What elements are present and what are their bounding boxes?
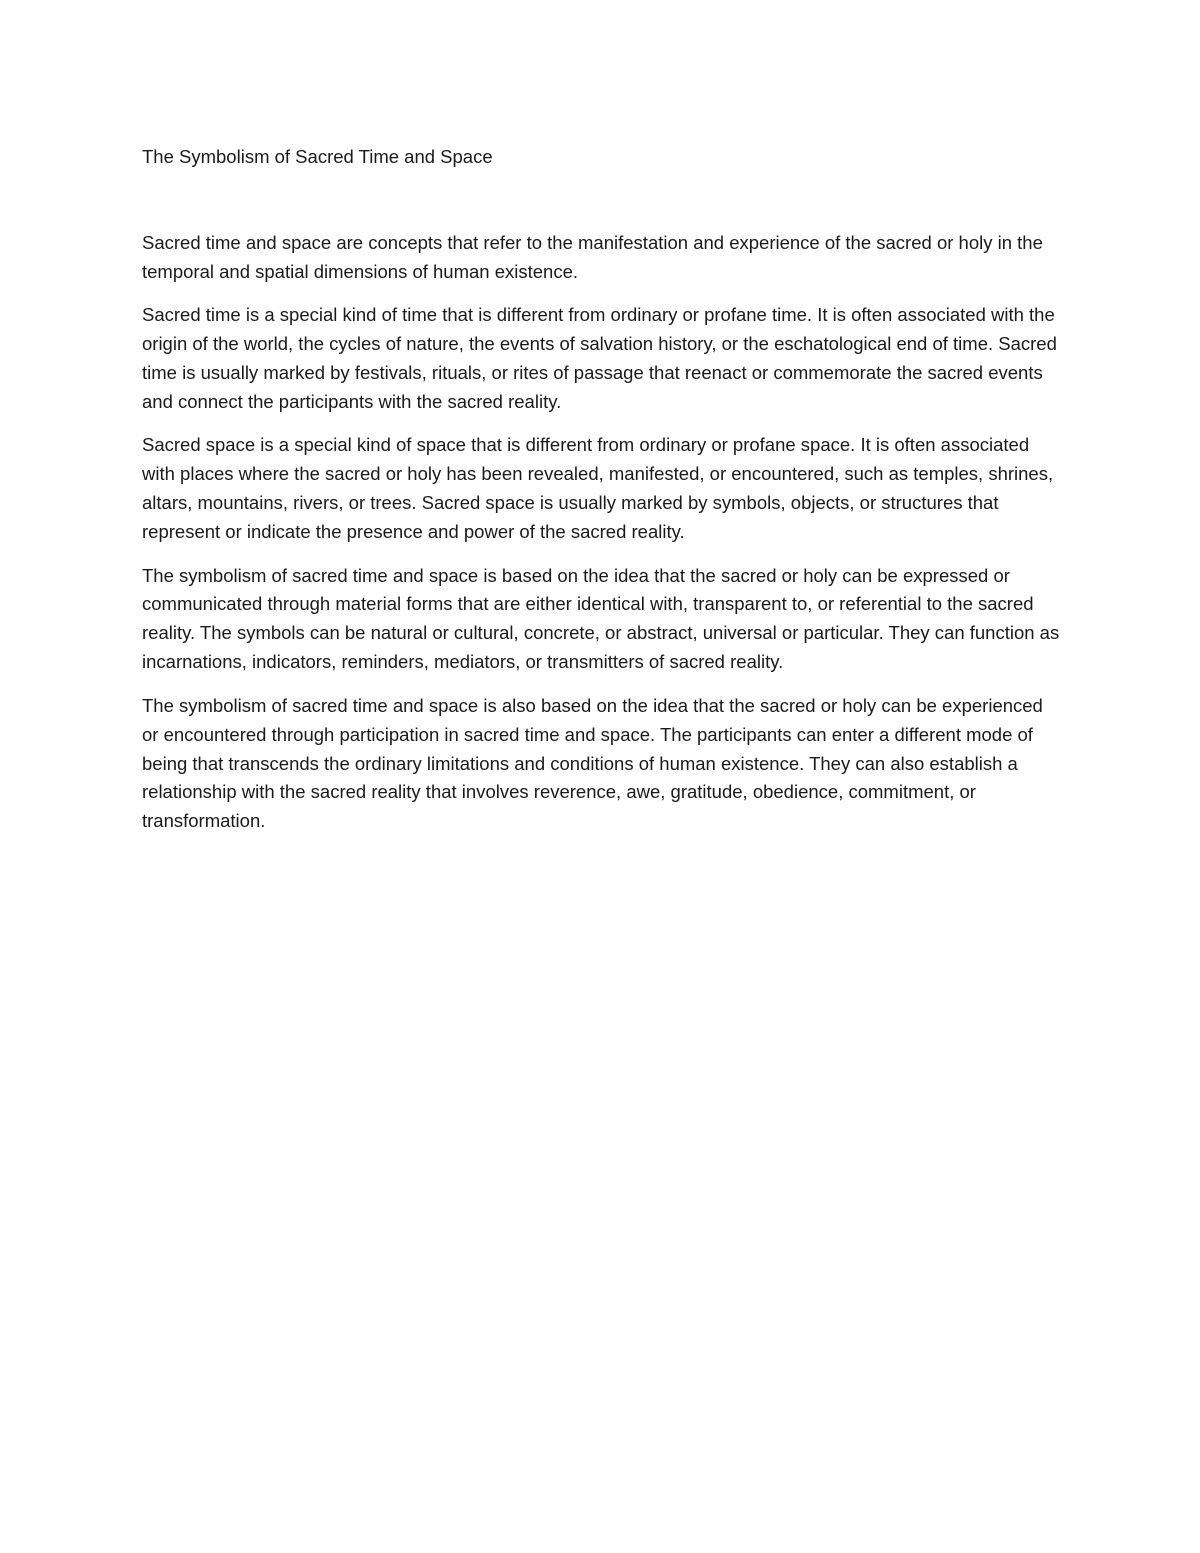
paragraph-symbolism-participation: The symbolism of sacred time and space is also based on the idea that the sacred or holy can be experienced or encountered through participation in sacred time and space. The participants can enter a different mode of being that transcends the ordinary limitations and conditions of human existence. They can also establish a relationship with the sacred reality that involves reverence, awe, gratitude, obedience, commitment, or transformation. xyxy=(142,694,1043,832)
paragraph-sacred-space: Sacred space is a special kind of space that is different from ordinary or profane space. It is often associated with places where the sacred or holy has been revealed, manifested, or encountered, such as temples, shrines, altars, mountains, rivers, or trees. Sacred space is usually marked by symbols, objects, or structures that represent or indicate the presence and power of the sacred reality. xyxy=(142,434,1054,543)
paragraph-intro: Sacred time and space are concepts that refer to the manifestation and experience of the sacred or holy in the temporal and spatial dimensions of human existence. xyxy=(142,232,1043,282)
paragraph-sacred-time: Sacred time is a special kind of time that is different from ordinary or profane time. It is often associated with the origin of the world, the cycles of nature, the events of salvation history, or the eschatological end of time. Sacred time is usually marked by festivals, rituals, or rites of passage that reenact or commemorate the sacred events and connect the participants with the sacred reality. xyxy=(142,304,1057,413)
paragraph-symbolism-expression: The symbolism of sacred time and space is based on the idea that the sacred or holy can be expressed or communicated through material forms that are either identical with, transparent to, or referential to the sacred reality. The symbols can be natural or cultural, concrete, or abstract, universal or particular. They can function as incarnations, indicators, reminders, mediators, or transmitters of sacred reality. xyxy=(142,564,1060,673)
document-title: The Symbolism of Sacred Time and Space xyxy=(142,146,493,167)
document-body xyxy=(142,142,1062,851)
